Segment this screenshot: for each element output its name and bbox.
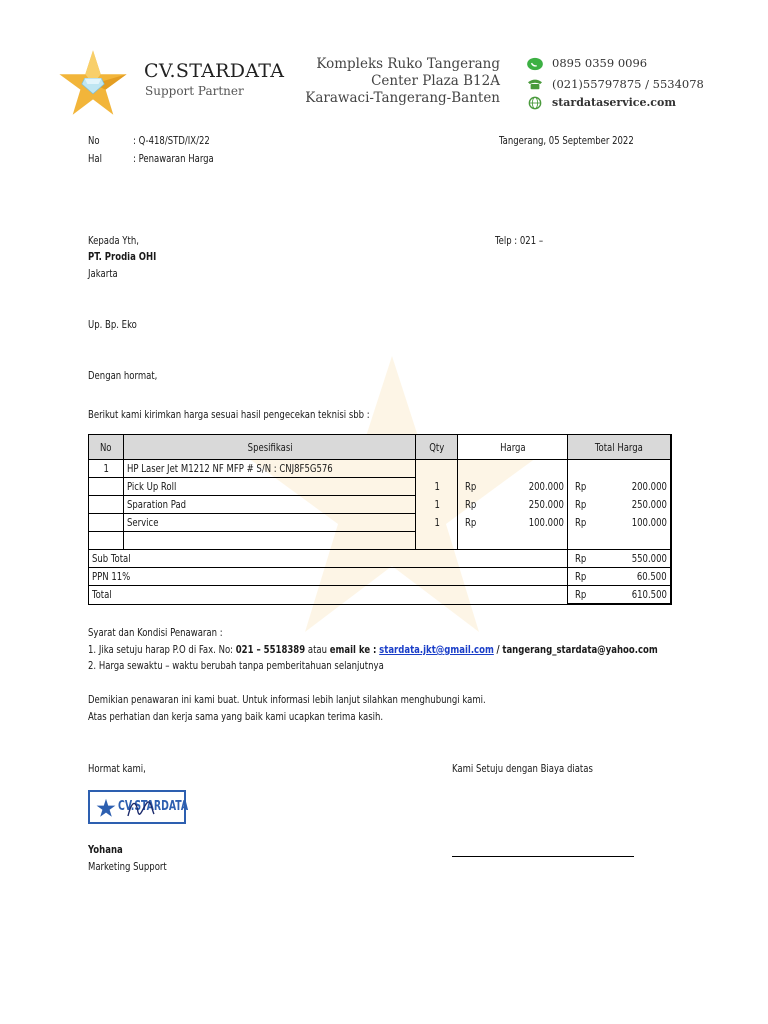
stamp-text: CV.STARDATA — [118, 799, 189, 814]
header-qty: Qty — [416, 435, 458, 460]
price-cell: 250.000 — [528, 498, 564, 511]
phone-mobile: 0895 0359 0096 — [552, 56, 648, 70]
total-cell: 200.000 — [631, 480, 667, 493]
summary-row-ppn — [89, 568, 672, 586]
header-total-harga: Total Harga — [567, 435, 671, 460]
signer-name: Yohana — [88, 843, 123, 856]
greeting: Dengan hormat, — [88, 369, 158, 382]
email-link-gmail[interactable]: stardata.jkt@gmail.com — [379, 643, 494, 656]
intro-text: Berikut kami kirimkan harga sesuai hasil pengecekan teknisi sbb : — [88, 408, 370, 421]
table-row — [89, 532, 672, 550]
subtotal-value: 550.000 — [631, 552, 667, 565]
grand-total-currency: Rp — [574, 588, 587, 601]
header-spesifikasi: Spesifikasi — [123, 435, 416, 460]
total-cell: 250.000 — [631, 498, 667, 511]
summary-row-subtotal — [89, 550, 672, 568]
place-date: Tangerang, 05 September 2022 — [499, 134, 634, 147]
email-yahoo: tangerang_stardata@yahoo.com — [502, 643, 658, 656]
spec-cell: Sparation Pad — [126, 498, 186, 511]
closing-line-2: Atas perhatian dan kerja sama yang baik kami ucapkan terima kasih. — [88, 710, 384, 723]
to-label: Kepada Yth, — [88, 234, 139, 247]
table-header-row — [89, 435, 672, 460]
terms-line-1 — [88, 642, 658, 658]
header-no: No — [89, 435, 124, 460]
hal-label: Hal — [88, 152, 102, 165]
handwritten-signature — [126, 796, 156, 822]
terms-atau: atau — [307, 643, 328, 656]
total-currency: Rp — [574, 480, 587, 493]
price-currency: Rp — [465, 516, 477, 529]
terms-line-2: 2. Harga sewaktu – waktu berubah tanpa pemberitahuan selanjutnya — [88, 659, 384, 672]
total-currency: Rp — [574, 516, 587, 529]
globe-icon — [526, 96, 544, 110]
ppn-label: PPN 11% — [92, 570, 131, 583]
signature-left-label: Hormat kami, — [88, 762, 146, 775]
email-label: email ke : — [329, 643, 377, 656]
qty-cell: 1 — [434, 498, 440, 511]
price-cell: 200.000 — [528, 480, 564, 493]
table-row — [89, 514, 672, 532]
closing-line-1: Demikian penawaran ini kami buat. Untuk informasi lebih lanjut silahkan menghubungi kami. — [88, 693, 486, 706]
item-title: HP Laser Jet M1212 NF MFP # S/N : CNJ8F5G576 — [126, 462, 333, 475]
total-cell: 100.000 — [631, 516, 667, 529]
terms-line-1-prefix: 1. Jika setuju harap P.O di Fax. No: — [88, 643, 234, 656]
address-line-1: Kompleks Ruko Tangerang — [316, 56, 500, 72]
phone-office: (021)55797875 / 5534078 — [552, 77, 704, 91]
total-label: Total — [92, 588, 112, 602]
table-row — [89, 478, 672, 496]
fax-number: 021 – 5518389 — [235, 643, 306, 656]
signer-title: Marketing Support — [88, 860, 167, 873]
subtotal-currency: Rp — [574, 552, 587, 565]
grand-total-value: 610.500 — [631, 588, 667, 601]
company-logo-star — [58, 48, 128, 120]
spec-cell: Service — [126, 516, 159, 529]
recipient-telp: Telp : 021 – — [495, 234, 544, 247]
company-name: CV.STARDATA — [144, 60, 285, 82]
summary-row-total — [89, 586, 672, 605]
email-separator: / — [496, 643, 500, 656]
address-line-2: Center Plaza B12A — [371, 73, 500, 89]
hal-value: : Penawaran Harga — [133, 152, 214, 165]
attention: Up. Bp. Eko — [88, 318, 137, 331]
header-harga: Harga — [458, 435, 567, 460]
price-currency: Rp — [465, 480, 477, 493]
signature-right-label: Kami Setuju dengan Biaya diatas — [452, 762, 593, 775]
table-row — [89, 460, 672, 478]
ppn-currency: Rp — [574, 570, 587, 583]
ppn-value: 60.500 — [637, 570, 667, 583]
whatsapp-icon — [526, 57, 544, 71]
company-stamp — [88, 790, 189, 824]
table-row — [89, 496, 672, 514]
company-tagline: Support Partner — [145, 84, 244, 98]
terms-title: Syarat dan Kondisi Penawaran : — [88, 626, 223, 639]
stamp-star-icon — [96, 798, 116, 818]
spec-cell: Pick Up Roll — [126, 480, 177, 493]
approval-signature-line — [452, 856, 634, 857]
website: stardataservice.com — [552, 96, 676, 109]
subtotal-label: Sub Total — [92, 552, 131, 565]
no-label: No — [88, 134, 100, 147]
recipient-city: Jakarta — [88, 267, 118, 280]
qty-cell: 1 — [434, 480, 440, 493]
no-value: : Q-418/STD/IX/22 — [133, 134, 210, 147]
recipient-company: PT. Prodia OHI — [88, 250, 157, 263]
address-line-3: Karawaci-Tangerang-Banten — [305, 90, 500, 106]
total-currency: Rp — [574, 498, 587, 511]
price-table — [88, 434, 672, 605]
price-cell: 100.000 — [528, 516, 564, 529]
qty-cell: 1 — [434, 516, 440, 529]
price-currency: Rp — [465, 498, 477, 511]
item-no: 1 — [103, 462, 109, 475]
telephone-icon — [526, 77, 544, 91]
